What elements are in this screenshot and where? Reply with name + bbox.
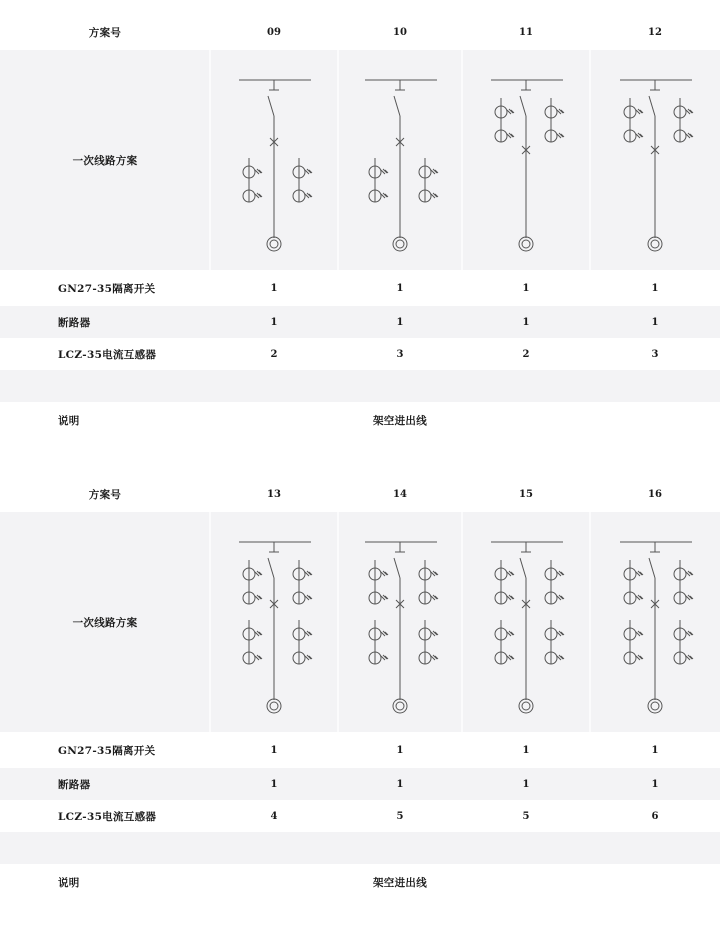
primary-circuit-label: 一次线路方案 xyxy=(72,616,138,629)
isolator-blade xyxy=(649,96,655,116)
ct-terminal xyxy=(557,595,564,600)
ct-terminal xyxy=(686,133,693,138)
scheme-no: 12 xyxy=(648,26,662,38)
scheme-no-label: 方案号 xyxy=(88,26,122,39)
ct-terminal xyxy=(305,595,312,600)
cable-head xyxy=(648,237,662,251)
ct-terminal xyxy=(636,595,643,600)
cable-head-inner xyxy=(396,240,404,248)
ct-terminal xyxy=(686,595,693,600)
isolator-blade xyxy=(520,558,526,578)
ct-terminal xyxy=(686,109,693,114)
ct-terminal xyxy=(557,655,564,660)
single-line-diagram xyxy=(219,522,329,722)
breaker-qty: 1 xyxy=(522,778,530,790)
scheme-no: 11 xyxy=(519,26,533,38)
ct-terminal xyxy=(305,631,312,636)
cable-head-inner xyxy=(651,702,659,710)
note-value: 架空进出线 xyxy=(373,876,427,889)
isolator-qty: 1 xyxy=(270,744,278,756)
single-line-diagram xyxy=(345,522,455,722)
ct-terminal xyxy=(431,169,438,174)
ct-terminal xyxy=(255,595,262,600)
breaker-qty: 1 xyxy=(651,778,659,790)
cable-head-inner xyxy=(522,702,530,710)
scheme-no: 13 xyxy=(267,488,281,500)
scheme-no: 16 xyxy=(648,488,662,500)
ct-terminal xyxy=(305,571,312,576)
ct-terminal xyxy=(557,109,564,114)
ct-terminal xyxy=(431,631,438,636)
note-value: 架空进出线 xyxy=(373,414,427,427)
ct-terminal xyxy=(255,571,262,576)
ct-terminal xyxy=(381,595,388,600)
diagram-row xyxy=(0,50,720,270)
ct-qty: 6 xyxy=(651,810,659,822)
ct-terminal xyxy=(636,109,643,114)
breaker-row xyxy=(0,768,720,800)
ct-terminal xyxy=(507,595,514,600)
cable-head-inner xyxy=(651,240,659,248)
ct-terminal xyxy=(381,169,388,174)
scheme-no: 10 xyxy=(393,26,407,38)
breaker-qty: 1 xyxy=(270,316,278,328)
cable-head-inner xyxy=(522,240,530,248)
isolator-blade xyxy=(268,558,274,578)
ct-terminal xyxy=(381,193,388,198)
ct-terminal xyxy=(381,571,388,576)
blank-row xyxy=(0,832,720,864)
cable-head xyxy=(267,699,281,713)
isolator-qty: 1 xyxy=(651,282,659,294)
diagram-row xyxy=(0,512,720,732)
note-label: 说明 xyxy=(58,876,80,889)
single-line-diagram xyxy=(345,60,455,260)
ct-terminal xyxy=(381,631,388,636)
ct-qty: 4 xyxy=(270,810,278,822)
scheme-no: 15 xyxy=(519,488,533,500)
ct-row xyxy=(0,800,720,832)
note-label: 说明 xyxy=(58,414,80,427)
ct-terminal xyxy=(686,571,693,576)
ct-terminal xyxy=(507,109,514,114)
ct-terminal xyxy=(636,631,643,636)
ct-terminal xyxy=(381,655,388,660)
cable-head xyxy=(393,237,407,251)
cable-head xyxy=(267,237,281,251)
note-row xyxy=(0,864,720,900)
cable-head xyxy=(393,699,407,713)
ct-terminal xyxy=(686,655,693,660)
header-row xyxy=(0,476,720,512)
ct-label: LCZ-35电流互感器 xyxy=(58,348,157,361)
ct-qty: 5 xyxy=(522,810,530,822)
isolator-qty: 1 xyxy=(396,282,404,294)
ct-terminal xyxy=(557,571,564,576)
ct-label: LCZ-35电流互感器 xyxy=(58,810,157,823)
breaker-qty: 1 xyxy=(522,316,530,328)
isolator-qty: 1 xyxy=(396,744,404,756)
ct-terminal xyxy=(255,169,262,174)
ct-terminal xyxy=(255,655,262,660)
isolator-label: GN27-35隔离开关 xyxy=(58,282,156,295)
ct-qty: 5 xyxy=(396,810,404,822)
breaker-label: 断路器 xyxy=(58,316,91,329)
ct-terminal xyxy=(305,655,312,660)
breaker-row xyxy=(0,306,720,338)
isolator-qty: 1 xyxy=(270,282,278,294)
ct-terminal xyxy=(255,631,262,636)
ct-terminal xyxy=(431,571,438,576)
ct-terminal xyxy=(507,631,514,636)
breaker-qty: 1 xyxy=(396,778,404,790)
cable-head-inner xyxy=(270,240,278,248)
primary-circuit-label: 一次线路方案 xyxy=(72,154,138,167)
ct-terminal xyxy=(636,133,643,138)
isolator-blade xyxy=(520,96,526,116)
header-row xyxy=(0,14,720,50)
note-row xyxy=(0,402,720,438)
ct-qty: 2 xyxy=(270,348,278,360)
ct-terminal xyxy=(305,193,312,198)
isolator-blade xyxy=(649,558,655,578)
ct-terminal xyxy=(305,169,312,174)
single-line-diagram xyxy=(471,60,581,260)
breaker-qty: 1 xyxy=(270,778,278,790)
ct-terminal xyxy=(636,571,643,576)
single-line-diagram xyxy=(600,522,710,722)
ct-terminal xyxy=(507,571,514,576)
ct-qty: 2 xyxy=(522,348,530,360)
ct-terminal xyxy=(557,631,564,636)
isolator-blade xyxy=(394,96,400,116)
ct-terminal xyxy=(431,595,438,600)
ct-qty: 3 xyxy=(396,348,404,360)
single-line-diagram xyxy=(219,60,329,260)
single-line-diagram xyxy=(600,60,710,260)
ct-terminal xyxy=(686,631,693,636)
breaker-label: 断路器 xyxy=(58,778,91,791)
ct-terminal xyxy=(431,193,438,198)
ct-terminal xyxy=(507,133,514,138)
scheme-no-label: 方案号 xyxy=(88,488,122,501)
blank-row xyxy=(0,370,720,402)
ct-qty: 3 xyxy=(651,348,659,360)
cable-head xyxy=(519,699,533,713)
scheme-no: 14 xyxy=(393,488,407,500)
ct-terminal xyxy=(431,655,438,660)
ct-terminal xyxy=(636,655,643,660)
ct-row xyxy=(0,338,720,370)
isolator-qty: 1 xyxy=(522,744,530,756)
isolator-qty: 1 xyxy=(651,744,659,756)
ct-terminal xyxy=(507,655,514,660)
cable-head xyxy=(648,699,662,713)
isolator-qty: 1 xyxy=(522,282,530,294)
isolator-row xyxy=(0,270,720,306)
cable-head xyxy=(519,237,533,251)
single-line-diagram xyxy=(471,522,581,722)
breaker-qty: 1 xyxy=(651,316,659,328)
isolator-row xyxy=(0,732,720,768)
scheme-no: 09 xyxy=(267,26,281,38)
isolator-label: GN27-35隔离开关 xyxy=(58,744,156,757)
cable-head-inner xyxy=(270,702,278,710)
breaker-qty: 1 xyxy=(396,316,404,328)
cable-head-inner xyxy=(396,702,404,710)
ct-terminal xyxy=(557,133,564,138)
ct-terminal xyxy=(255,193,262,198)
isolator-blade xyxy=(394,558,400,578)
isolator-blade xyxy=(268,96,274,116)
